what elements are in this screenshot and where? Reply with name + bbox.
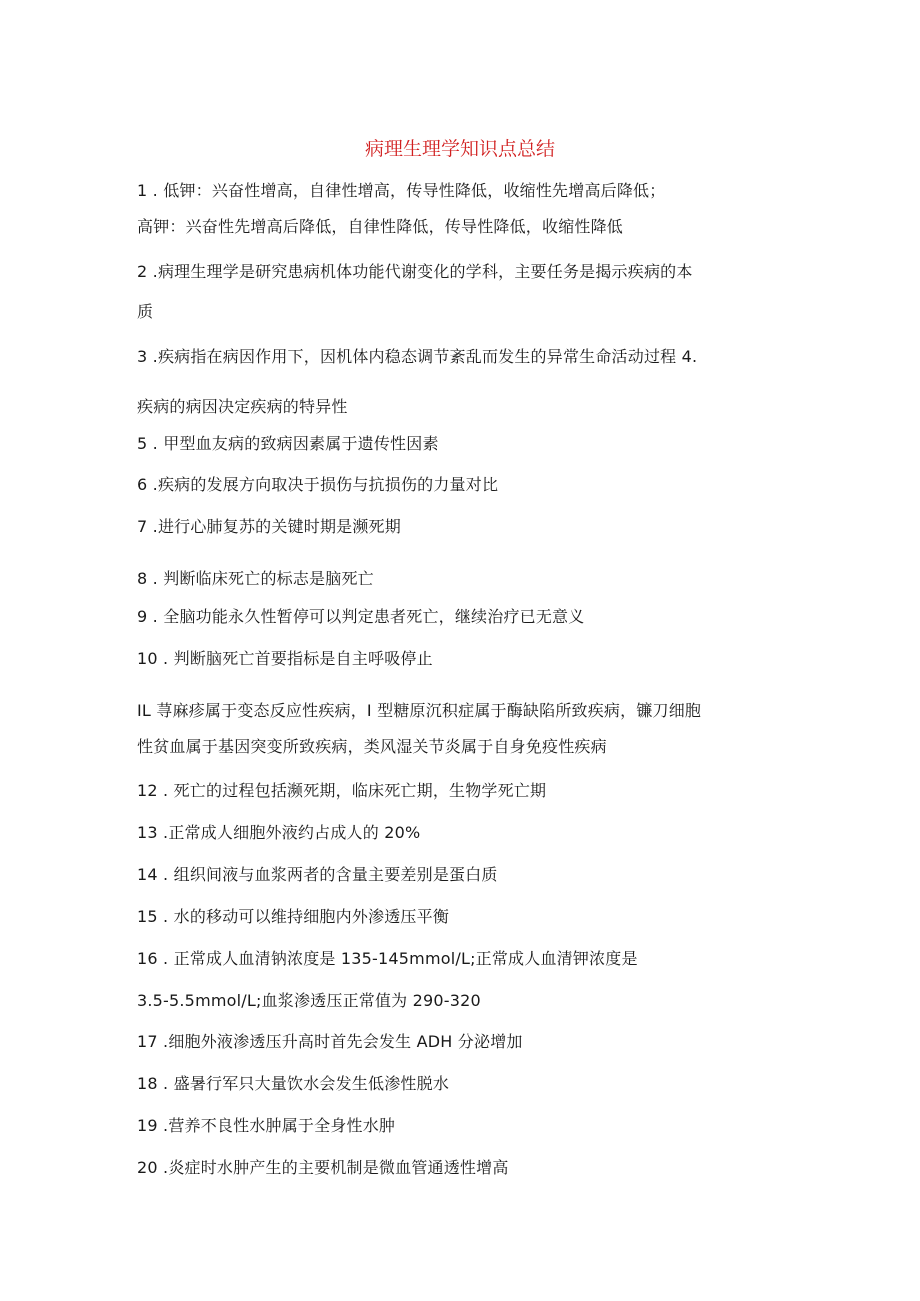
text-line: 8 . 判断临床死亡的标志是脑死亡 [137, 569, 374, 588]
text-line: 20 .炎症时水肿产生的主要机制是微血管通透性增高 [137, 1158, 509, 1177]
text-line: IL 荨麻疹属于变态反应性疾病，I 型糖原沉积症属于酶缺陷所致疾病，镰刀细胞 [137, 701, 702, 720]
text-line: 10 . 判断脑死亡首要指标是自主呼吸停止 [137, 649, 433, 668]
text-line: 18 . 盛暑行军只大量饮水会发生低渗性脱水 [137, 1074, 450, 1093]
document-title: 病理生理学知识点总结 [364, 138, 555, 160]
text-line: 性贫血属于基因突变所致疾病，类风湿关节炎属于自身免疫性疾病 [137, 737, 607, 756]
text-line: 16 . 正常成人血清钠浓度是 135-145mmol/L;正常成人血清钾浓度是 [137, 949, 638, 968]
text-line: 3 .疾病指在病因作用下，因机体内稳态调节紊乱而发生的异常生命活动过程 4. [137, 347, 698, 366]
text-line: 2 .病理生理学是研究患病机体功能代谢变化的学科，主要任务是揭示疾病的本 [137, 262, 693, 281]
text-line: 15 . 水的移动可以维持细胞内外渗透压平衡 [137, 907, 450, 926]
text-line: 9 . 全脑功能永久性暂停可以判定患者死亡，继续治疗已无意义 [137, 607, 585, 626]
text-line: 13 .正常成人细胞外液约占成人的 20% [137, 823, 421, 842]
text-line: 19 .营养不良性水肿属于全身性水肿 [137, 1116, 396, 1135]
text-line: 14 . 组织间液与血浆两者的含量主要差别是蛋白质 [137, 865, 498, 884]
text-line: 12 . 死亡的过程包括濒死期，临床死亡期，生物学死亡期 [137, 781, 547, 800]
text-line: 3.5-5.5mmol/L;血浆渗透压正常值为 290-320 [137, 991, 481, 1010]
text-line: 5 . 甲型血友病的致病因素属于遗传性因素 [137, 434, 439, 453]
text-line: 7 .进行心肺复苏的关键时期是濒死期 [137, 517, 401, 536]
text-line: 质 [137, 302, 154, 321]
text-line: 1 . 低钾：兴奋性增高，自律性增高，传导性降低，收缩性先增高后降低； [137, 181, 666, 200]
text-line: 高钾：兴奋性先增高后降低，自律性降低，传导性降低，收缩性降低 [137, 217, 624, 236]
text-line: 6 .疾病的发展方向取决于损伤与抗损伤的力量对比 [137, 475, 499, 494]
text-line: 17 .细胞外液渗透压升高时首先会发生 ADH 分泌增加 [137, 1032, 523, 1051]
text-line: 疾病的病因决定疾病的特异性 [137, 397, 348, 416]
